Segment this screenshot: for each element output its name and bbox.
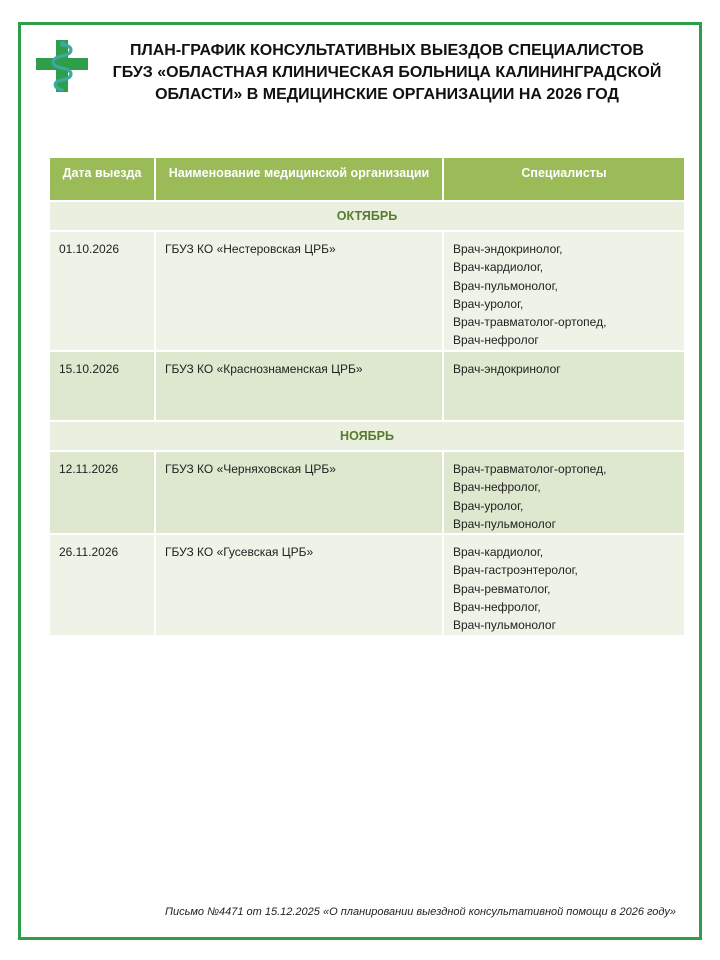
specialist-item: Врач-ревматолог,: [453, 581, 551, 596]
specialist-item: Врач-уролог,: [453, 498, 524, 513]
specialist-item: Врач-пульмонолог: [453, 618, 556, 633]
specialist-item: Врач-нефролог,: [453, 600, 541, 615]
specialists-cell: [444, 352, 684, 422]
specialist-item: Врач-эндокринолог,: [453, 242, 563, 256]
specialist-item: Врач-пульмонолог: [453, 516, 556, 531]
month-label: ОКТЯБРЬ: [50, 202, 684, 232]
organization-name: ГБУЗ КО «Краснознаменская ЦРБ»: [156, 352, 444, 422]
table-row: [50, 452, 684, 535]
specialist-item: Врач-травматолог-ортопед,: [453, 315, 607, 330]
specialist-item: Врач-нефролог,: [453, 480, 541, 495]
specialist-item: Врач-пульмонолог,: [453, 278, 558, 293]
visit-date: 15.10.2026: [50, 352, 156, 422]
month-row-october: [50, 202, 684, 232]
specialist-item: Врач-эндокринолог: [453, 362, 561, 376]
organization-name: ГБУЗ КО «Нестеровская ЦРБ»: [156, 232, 444, 352]
header-date: Дата выезда: [50, 158, 156, 202]
title-line: ОБЛАСТИ» В МЕДИЦИНСКИЕ ОРГАНИЗАЦИИ НА 2026 ГОД: [155, 86, 619, 103]
specialist-item: Врач-кардиолог,: [453, 260, 544, 275]
visit-date: 26.11.2026: [50, 535, 156, 637]
organization-name: ГБУЗ КО «Черняховская ЦРБ»: [156, 452, 444, 535]
page-title: [100, 40, 674, 106]
header-specialists: Специалисты: [444, 158, 684, 202]
organization-name: ГБУЗ КО «Гусевская ЦРБ»: [156, 535, 444, 637]
title-line: ПЛАН-ГРАФИК КОНСУЛЬТАТИВНЫХ ВЫЕЗДОВ СПЕЦИАЛИСТОВ: [130, 42, 644, 59]
table-row: [50, 535, 684, 637]
footer-note: Письмо №4471 от 15.12.2025 «О планировании выездной консультативной помощи в 2026 году»: [164, 906, 676, 918]
visit-date: 12.11.2026: [50, 452, 156, 535]
specialist-item: Врач-травматолог-ортопед,: [453, 462, 607, 476]
specialist-item: Врач-уролог,: [453, 296, 524, 311]
table-row: [50, 352, 684, 422]
specialist-item: Врач-кардиолог,: [453, 545, 544, 560]
medical-cross-snake-icon: [34, 38, 90, 94]
visit-date: 01.10.2026: [50, 232, 156, 352]
specialist-item: Врач-нефролог: [453, 333, 539, 348]
month-label: НОЯБРЬ: [50, 422, 684, 452]
month-row-november: [50, 422, 684, 452]
table-header-row: [50, 158, 684, 202]
title-line: ГБУЗ «ОБЛАСТНАЯ КЛИНИЧЕСКАЯ БОЛЬНИЦА КАЛИНИНГРАДСКОЙ: [112, 64, 662, 81]
header-organization: Наименование медицинской организации: [156, 158, 444, 202]
table-row: [50, 232, 684, 352]
specialists-cell: [444, 535, 684, 637]
schedule-table: [50, 158, 684, 637]
specialists-cell: [444, 452, 684, 535]
specialist-item: Врач-гастроэнтеролог,: [453, 563, 578, 578]
specialists-cell: [444, 232, 684, 352]
